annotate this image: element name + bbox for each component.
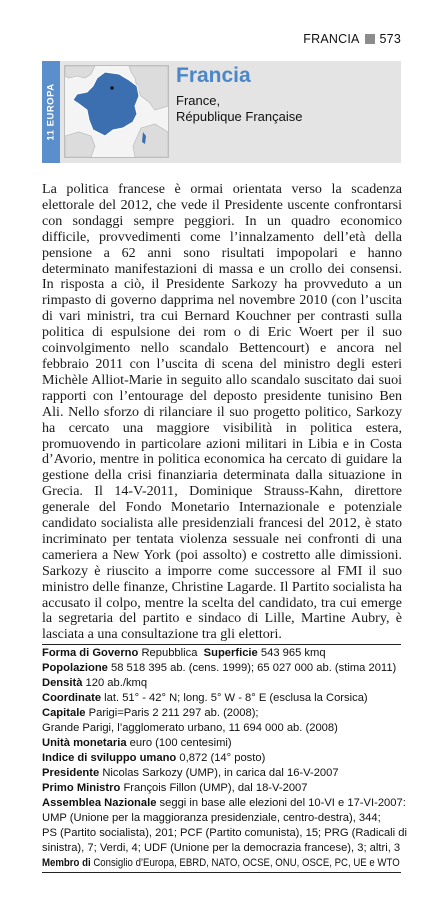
fact-ministro: Primo Ministro François Fillon (UMP), dal 18-V-2007	[42, 782, 308, 794]
divider	[42, 872, 401, 873]
page-number: 573	[379, 32, 401, 46]
native-names	[176, 93, 302, 125]
fact-assemblea-line: UMP (Unione per la maggioranza presidenziale, centro-destra), 344;	[42, 812, 381, 824]
locator-map	[64, 65, 169, 158]
country-title: Francia	[176, 64, 251, 87]
running-head	[303, 32, 401, 46]
fact-assemblea: Assemblea Nazionale seggi in base alle elezioni del 10-VI e 17-VI-2007:	[42, 797, 406, 809]
fact-popolazione: Popolazione 58 518 395 ab. (cens. 1999); 65 027 000 ab. (stima 2011)	[42, 662, 397, 674]
map-icon	[65, 66, 168, 157]
section-tab-label: 11 EUROPA	[45, 83, 57, 141]
fact-sheet	[42, 646, 407, 871]
running-head-section: FRANCIA	[303, 32, 360, 46]
divider	[42, 644, 401, 645]
fact-presidente: Presidente Nicolas Sarkozy (UMP), in carica dal 16-V-2007	[42, 767, 339, 779]
fact-sviluppo: Indice di sviluppo umano 0,872 (14° posto)	[42, 752, 266, 764]
article-body: La politica francese è ormai orientata verso la scadenza elettorale del 2012, che vede il Presidente uscente confrontarsi con sondaggi sempre peggiori. In un quadro economico difficile, provvedimenti come l’innalzamento dell’età della pensione a 62 anni sono risultati impopolari e hanno determinato manifestazioni di massa e un crollo dei consensi. In risposta a ciò, il Presidente Sarkozy ha provveduto a un rimpasto di governo dapprima nel novembre 2010 (con l’uscita di vari ministri, tra cui Bernard Kouchner per contrasti sulla politica di espulsione dei rom o di Eric Woert per il suo coinvolgimento nello scandalo Bettencourt) e ancora nel febbraio 2011 con l’uscita di scena del ministro degli esteri Michèle Alliot-Marie in seguito allo scandalo suscitato dai suoi rapporti con l’entourage del deposto presidente tunisino Ben Ali. Nello sforzo di rilanciare il suo progetto politico, Sarkozy ha cercato una maggiore visibilità in politica estera, promuovendo in particolare azioni militari in Libia e in Costa d’Avorio, mentre in politica economica ha cercato di guidare la gestione della crisi finanziaria determinata dalla situazione in Grecia. Il 14-V-2011, Dominique Strauss-Kahn, direttore generale del Fondo Monetario Internazionale e potenziale candidato socialista alle presidenziali francesi del 2012, è stato incriminato per tentata violenza sessuale nei confronti di una cameriera a New York (poi assolto) e costretto alle dimissioni. Sarkozy è riuscito a imporre come successore al FMI il suo ministro delle finanze, Christine Lagarde. Il Partito socialista ha accusato il colpo, mentre la scelta del candidato, tra cui emerge la segretaria del partito e sindaco di Lille, Martine Aubry, è lasciata a una consultazione tra gli elettori.	[42, 181, 402, 643]
native-name-line: France,	[176, 93, 221, 108]
fact-assemblea-line: PS (Partito socialista), 201; PCF (Partito comunista), 15; PRG (Radicali di	[42, 827, 407, 839]
section-tab	[42, 61, 60, 163]
fact-membro: Membro di Consiglio d’Europa, EBRD, NATO, OCSE, ONU, OSCE, PC, UE e WTO	[42, 857, 400, 869]
fact-capitale-note: Grande Parigi, l’agglomerato urbano, 11 694 000 ab. (2008)	[42, 722, 338, 734]
square-icon	[365, 34, 375, 44]
fact-moneta: Unità monetaria euro (100 centesimi)	[42, 737, 232, 749]
fact-coordinate: Coordinate lat. 51° - 42° N; long. 5° W - 8° E (esclusa la Corsica)	[42, 692, 368, 704]
fact-capitale: Capitale Parigi=Paris 2 211 297 ab. (2008);	[42, 707, 259, 719]
native-name-line: République Française	[176, 109, 303, 124]
fact-densita: Densità 120 ab./kmq	[42, 677, 148, 689]
fact-forma: Forma di Governo Repubblica Superficie 543 965 kmq	[42, 647, 326, 659]
fact-assemblea-line: sinistra), 7; Verdi, 4; UDF (Unione per la democrazia francese), 3; altri, 3	[42, 842, 401, 854]
